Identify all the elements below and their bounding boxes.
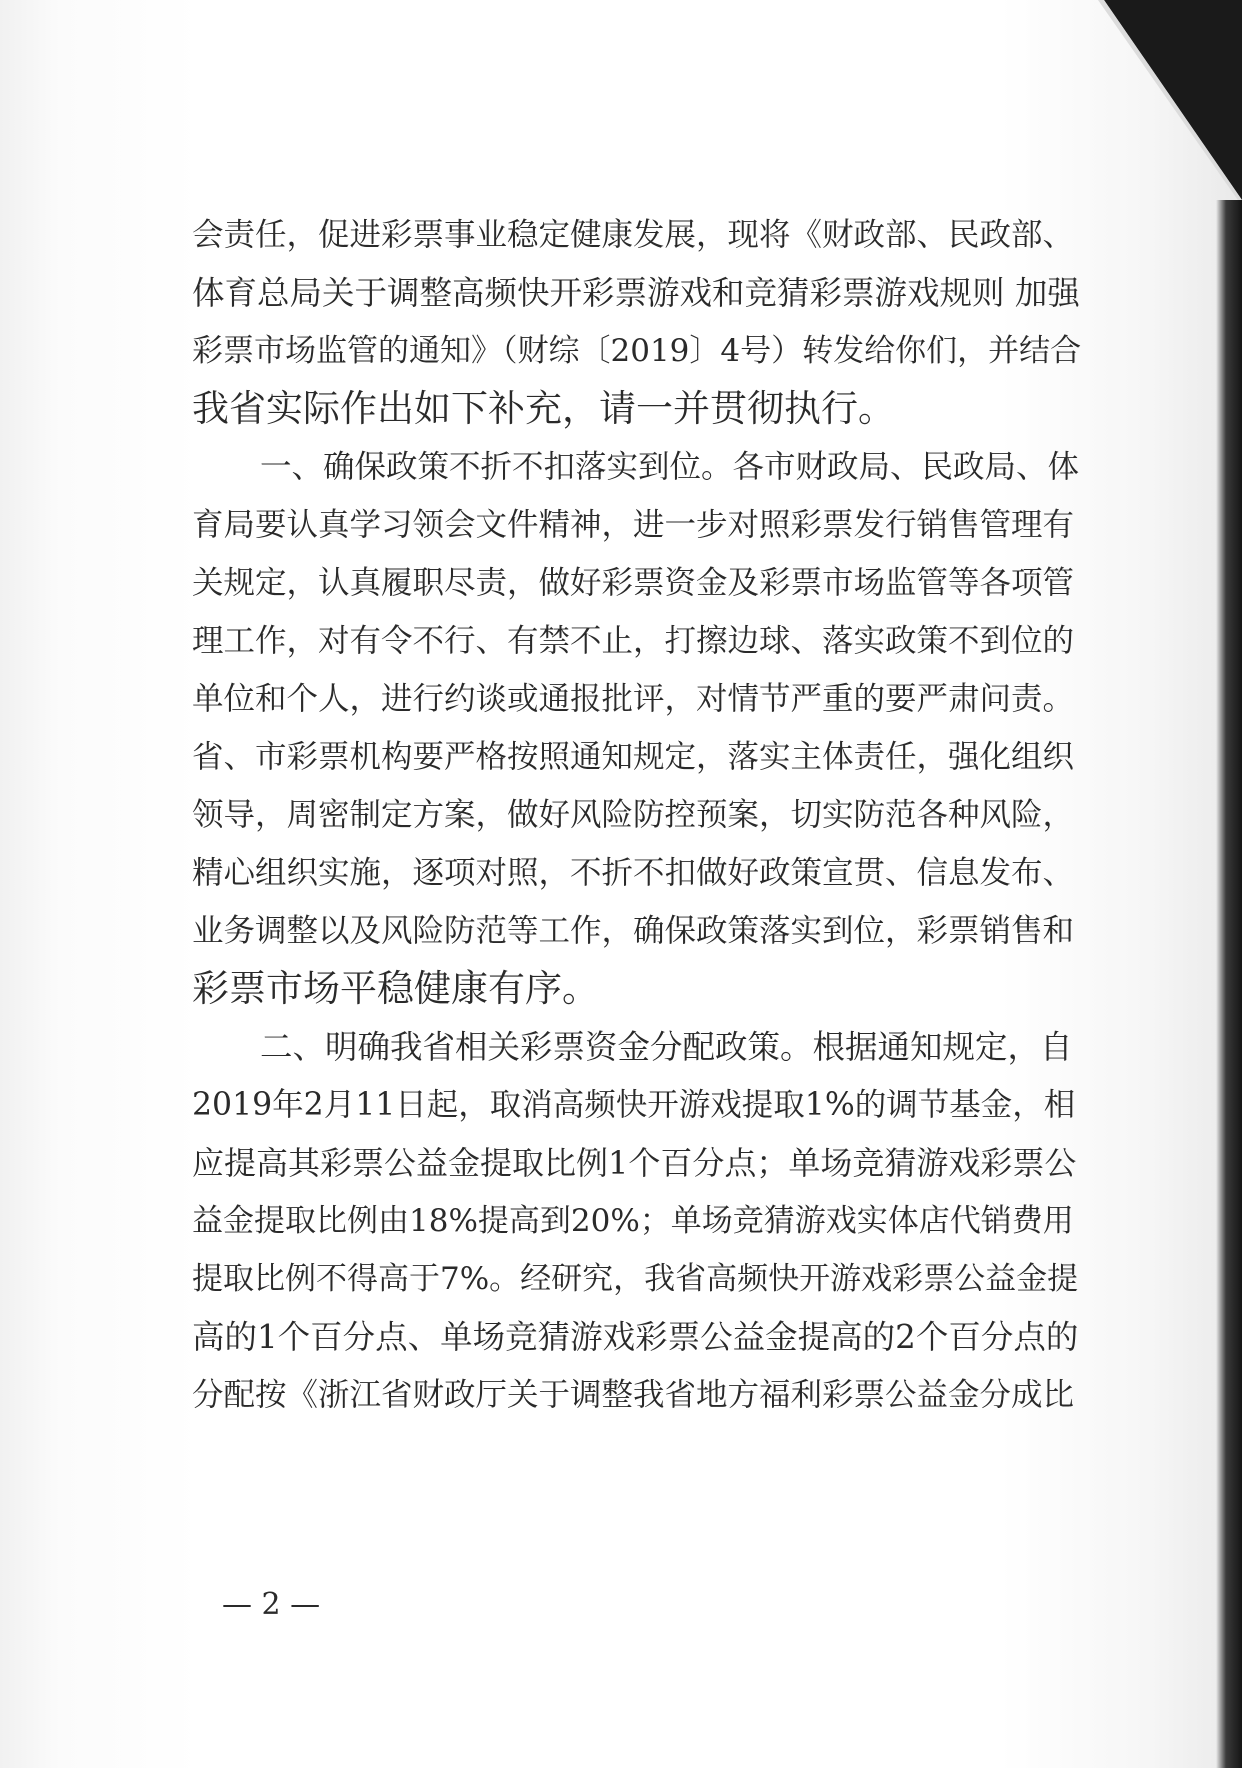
text-line: 关规定，认真履职尽责，做好彩票资金及彩票市场监管等各项管 — [192, 565, 1075, 601]
text-line: 高的1个百分点、单场竞猜游戏彩票公益金提高的2个百分点的 — [192, 1318, 1079, 1356]
text-line: 益金提取比例由18%提高到20%；单场竞猜游戏实体店代销费用 — [192, 1203, 1074, 1239]
paragraph-heading-line: 一、确保政策不折不扣落实到位。各市财政局、民政局、体 — [260, 449, 1080, 485]
text-line: 省、市彩票机构要严格按照通知规定，落实主体责任，强化组织 — [192, 739, 1075, 775]
text-line: 分配按《浙江省财政厅关于调整我省地方福利彩票公益金分成比 — [192, 1377, 1075, 1413]
text-line: 提取比例不得高于7%。经研究，我省高频快开游戏彩票公益金提 — [192, 1261, 1079, 1297]
text-line: 理工作，对有令不行、有禁不止，打擦边球、落实政策不到位的 — [192, 623, 1075, 659]
text-line: 我省实际作出如下补充，请一并贯彻执行。 — [192, 387, 895, 430]
text-line: 领导，周密制定方案，做好风险防控预案，切实防范各种风险， — [192, 797, 1075, 833]
text-line: 彩票市场平稳健康有序。 — [192, 967, 599, 1010]
text-line: 会责任，促进彩票事业稳定健康发展，现将《财政部、民政部、 — [192, 217, 1075, 253]
text-line: 体育总局关于调整高频快开彩票游戏和竞猜彩票游戏规则 加强 — [192, 274, 1080, 312]
paragraph-heading-line: 二、明确我省相关彩票资金分配政策。根据通知规定，自 — [260, 1028, 1073, 1066]
text-line: 2019年2月11日起，取消高频快开游戏提取1%的调节基金，相 — [192, 1087, 1076, 1123]
page-number: — 2 — — [222, 1587, 321, 1622]
text-line: 应提高其彩票公益金提取比例1个百分点；单场竞猜游戏彩票公 — [192, 1144, 1077, 1182]
text-line: 业务调整以及风险防范等工作，确保政策落实到位，彩票销售和 — [192, 913, 1075, 949]
text-line: 彩票市场监管的通知》（财综〔2019〕4号）转发给你们，并结合 — [192, 333, 1082, 369]
text-line: 育局要认真学习领会文件精神，进一步对照彩票发行销售管理有 — [192, 507, 1075, 543]
text-line: 单位和个人，进行约谈或通报批评，对情节严重的要严肃问责。 — [192, 681, 1075, 717]
text-line: 精心组织实施，逐项对照，不折不扣做好政策宣贯、信息发布、 — [192, 855, 1075, 891]
